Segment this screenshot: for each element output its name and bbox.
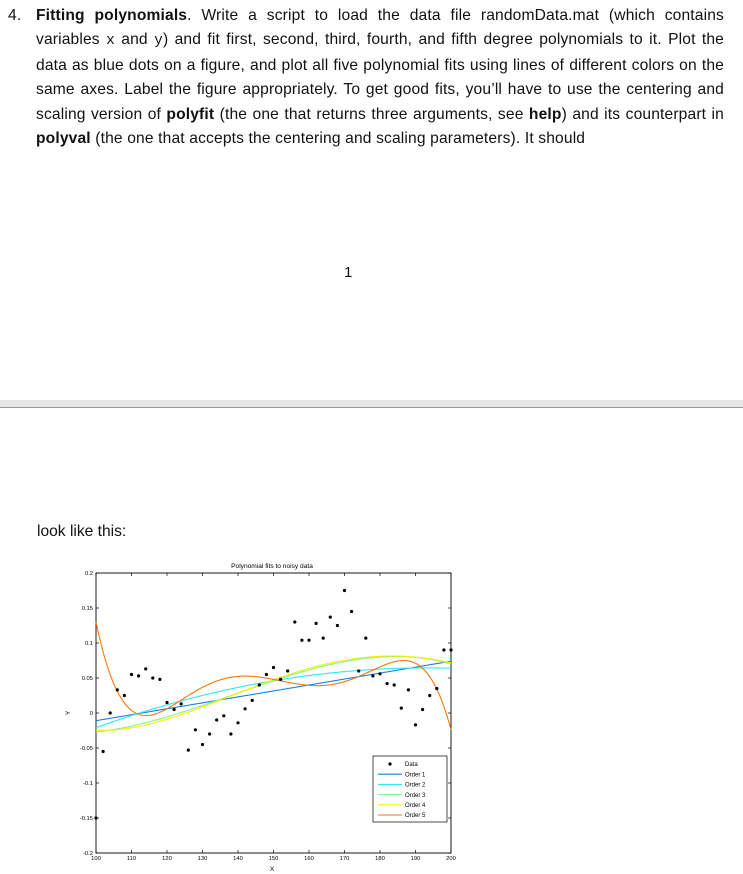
data-point: [258, 683, 261, 686]
y-tick-label: 0.15: [81, 606, 93, 612]
data-point: [144, 667, 147, 670]
data-point: [158, 678, 161, 681]
x-tick-label: 170: [339, 856, 350, 862]
problem-text-3: ) and fit first, second, third, fourth, and fifth degree polynomials to it. Plot the data as blue dots on a figure, and plot all five polynomial fits using lines of different colors on the same axes. Label the figure appropriately. To get good fits, you’ll have to use the centering and scaling version of: [36, 31, 725, 123]
problem-number: 4.: [8, 7, 22, 24]
data-point: [265, 673, 268, 676]
data-point: [173, 708, 176, 711]
chart-title: Polynomial fits to noisy data: [231, 563, 313, 570]
data-point: [400, 707, 403, 710]
y-tick-label: 0.2: [84, 571, 93, 577]
legend-label: Order 2: [405, 782, 426, 789]
data-point: [94, 816, 97, 819]
data-point: [386, 682, 389, 685]
y-axis-label: Y: [65, 710, 72, 716]
x-tick-label: 130: [197, 856, 208, 862]
legend-label: Order 4: [405, 803, 426, 809]
data-point: [151, 676, 154, 679]
data-point: [322, 637, 325, 640]
x-tick-label: 150: [268, 856, 279, 862]
legend-label: Order 1: [405, 772, 426, 779]
y-tick-label: -0.15: [79, 816, 93, 822]
data-point: [208, 732, 211, 735]
y-tick-label: -0.1: [83, 781, 93, 787]
data-point: [187, 749, 190, 752]
data-point: [286, 669, 289, 672]
data-point: [116, 688, 119, 691]
data-point: [315, 622, 318, 625]
legend-data-marker: [388, 762, 391, 765]
problem-title: Fitting polynomials: [36, 7, 188, 25]
y-tick-label: 0.1: [84, 641, 93, 647]
y-tick-label: 0.05: [81, 676, 93, 682]
data-point: [165, 701, 168, 704]
legend-label: Order 5: [405, 813, 426, 820]
data-point: [201, 743, 204, 746]
page-number: 1: [344, 264, 353, 281]
x-tick-label: 120: [162, 856, 172, 862]
x-tick-label: 140: [233, 856, 243, 862]
x-tick-label: 190: [410, 856, 421, 862]
data-point: [435, 687, 438, 690]
data-point: [336, 624, 339, 627]
x-axis-label: X: [269, 866, 275, 873]
problem-text-5: ) and its counterpart in: [561, 105, 724, 123]
data-point: [251, 699, 254, 702]
data-point: [371, 674, 374, 677]
data-point: [407, 688, 410, 691]
data-point: [229, 732, 232, 735]
keyword-polyval: polyval: [36, 130, 91, 148]
problem-text-4: (the one that returns three arguments, see: [214, 105, 529, 123]
data-point: [307, 639, 310, 642]
data-point: [137, 674, 140, 677]
data-point: [279, 678, 282, 681]
data-point: [109, 711, 112, 714]
x-tick-label: 110: [126, 856, 137, 862]
data-point: [130, 673, 133, 676]
data-point: [180, 702, 183, 705]
x-tick-label: 180: [375, 856, 385, 862]
data-point: [449, 648, 452, 651]
data-point: [378, 672, 381, 675]
data-point: [215, 718, 218, 721]
data-point: [357, 669, 360, 672]
var-y: y: [154, 33, 163, 50]
data-point: [442, 648, 445, 651]
data-point: [329, 616, 332, 619]
data-point: [222, 714, 225, 717]
x-tick-label: 100: [91, 856, 101, 862]
var-x: x: [106, 33, 115, 50]
data-point: [236, 721, 239, 724]
x-tick-label: 200: [446, 856, 456, 862]
data-point: [300, 639, 303, 642]
problem-text-1: . Write a script to load the data file randomData.mat (which contains variables: [36, 7, 725, 49]
data-point: [393, 683, 396, 686]
data-point: [272, 666, 275, 669]
data-point: [343, 589, 346, 592]
chart-legend: [373, 756, 447, 822]
data-point: [364, 637, 367, 640]
legend-label: Data: [405, 762, 418, 769]
keyword-help: help: [528, 105, 562, 123]
data-point: [428, 694, 431, 697]
data-point: [293, 620, 296, 623]
problem-text-2: and: [114, 31, 155, 49]
keyword-polyfit: polyfit: [166, 105, 215, 123]
data-point: [350, 610, 353, 613]
y-tick-label: -0.2: [83, 851, 93, 857]
data-point: [102, 750, 105, 753]
data-point: [194, 728, 197, 731]
y-tick-label: 0: [89, 711, 93, 717]
x-tick-label: 160: [304, 856, 314, 862]
data-point: [244, 707, 247, 710]
problem-text-6: (the one that accepts the centering and scaling parameters). It should: [90, 130, 586, 148]
y-tick-label: -0.05: [79, 746, 93, 752]
data-point: [123, 694, 126, 697]
data-point: [421, 708, 424, 711]
data-point: [414, 723, 417, 726]
continuation-text: look like this:: [37, 523, 127, 540]
legend-label: Order 3: [405, 792, 426, 799]
